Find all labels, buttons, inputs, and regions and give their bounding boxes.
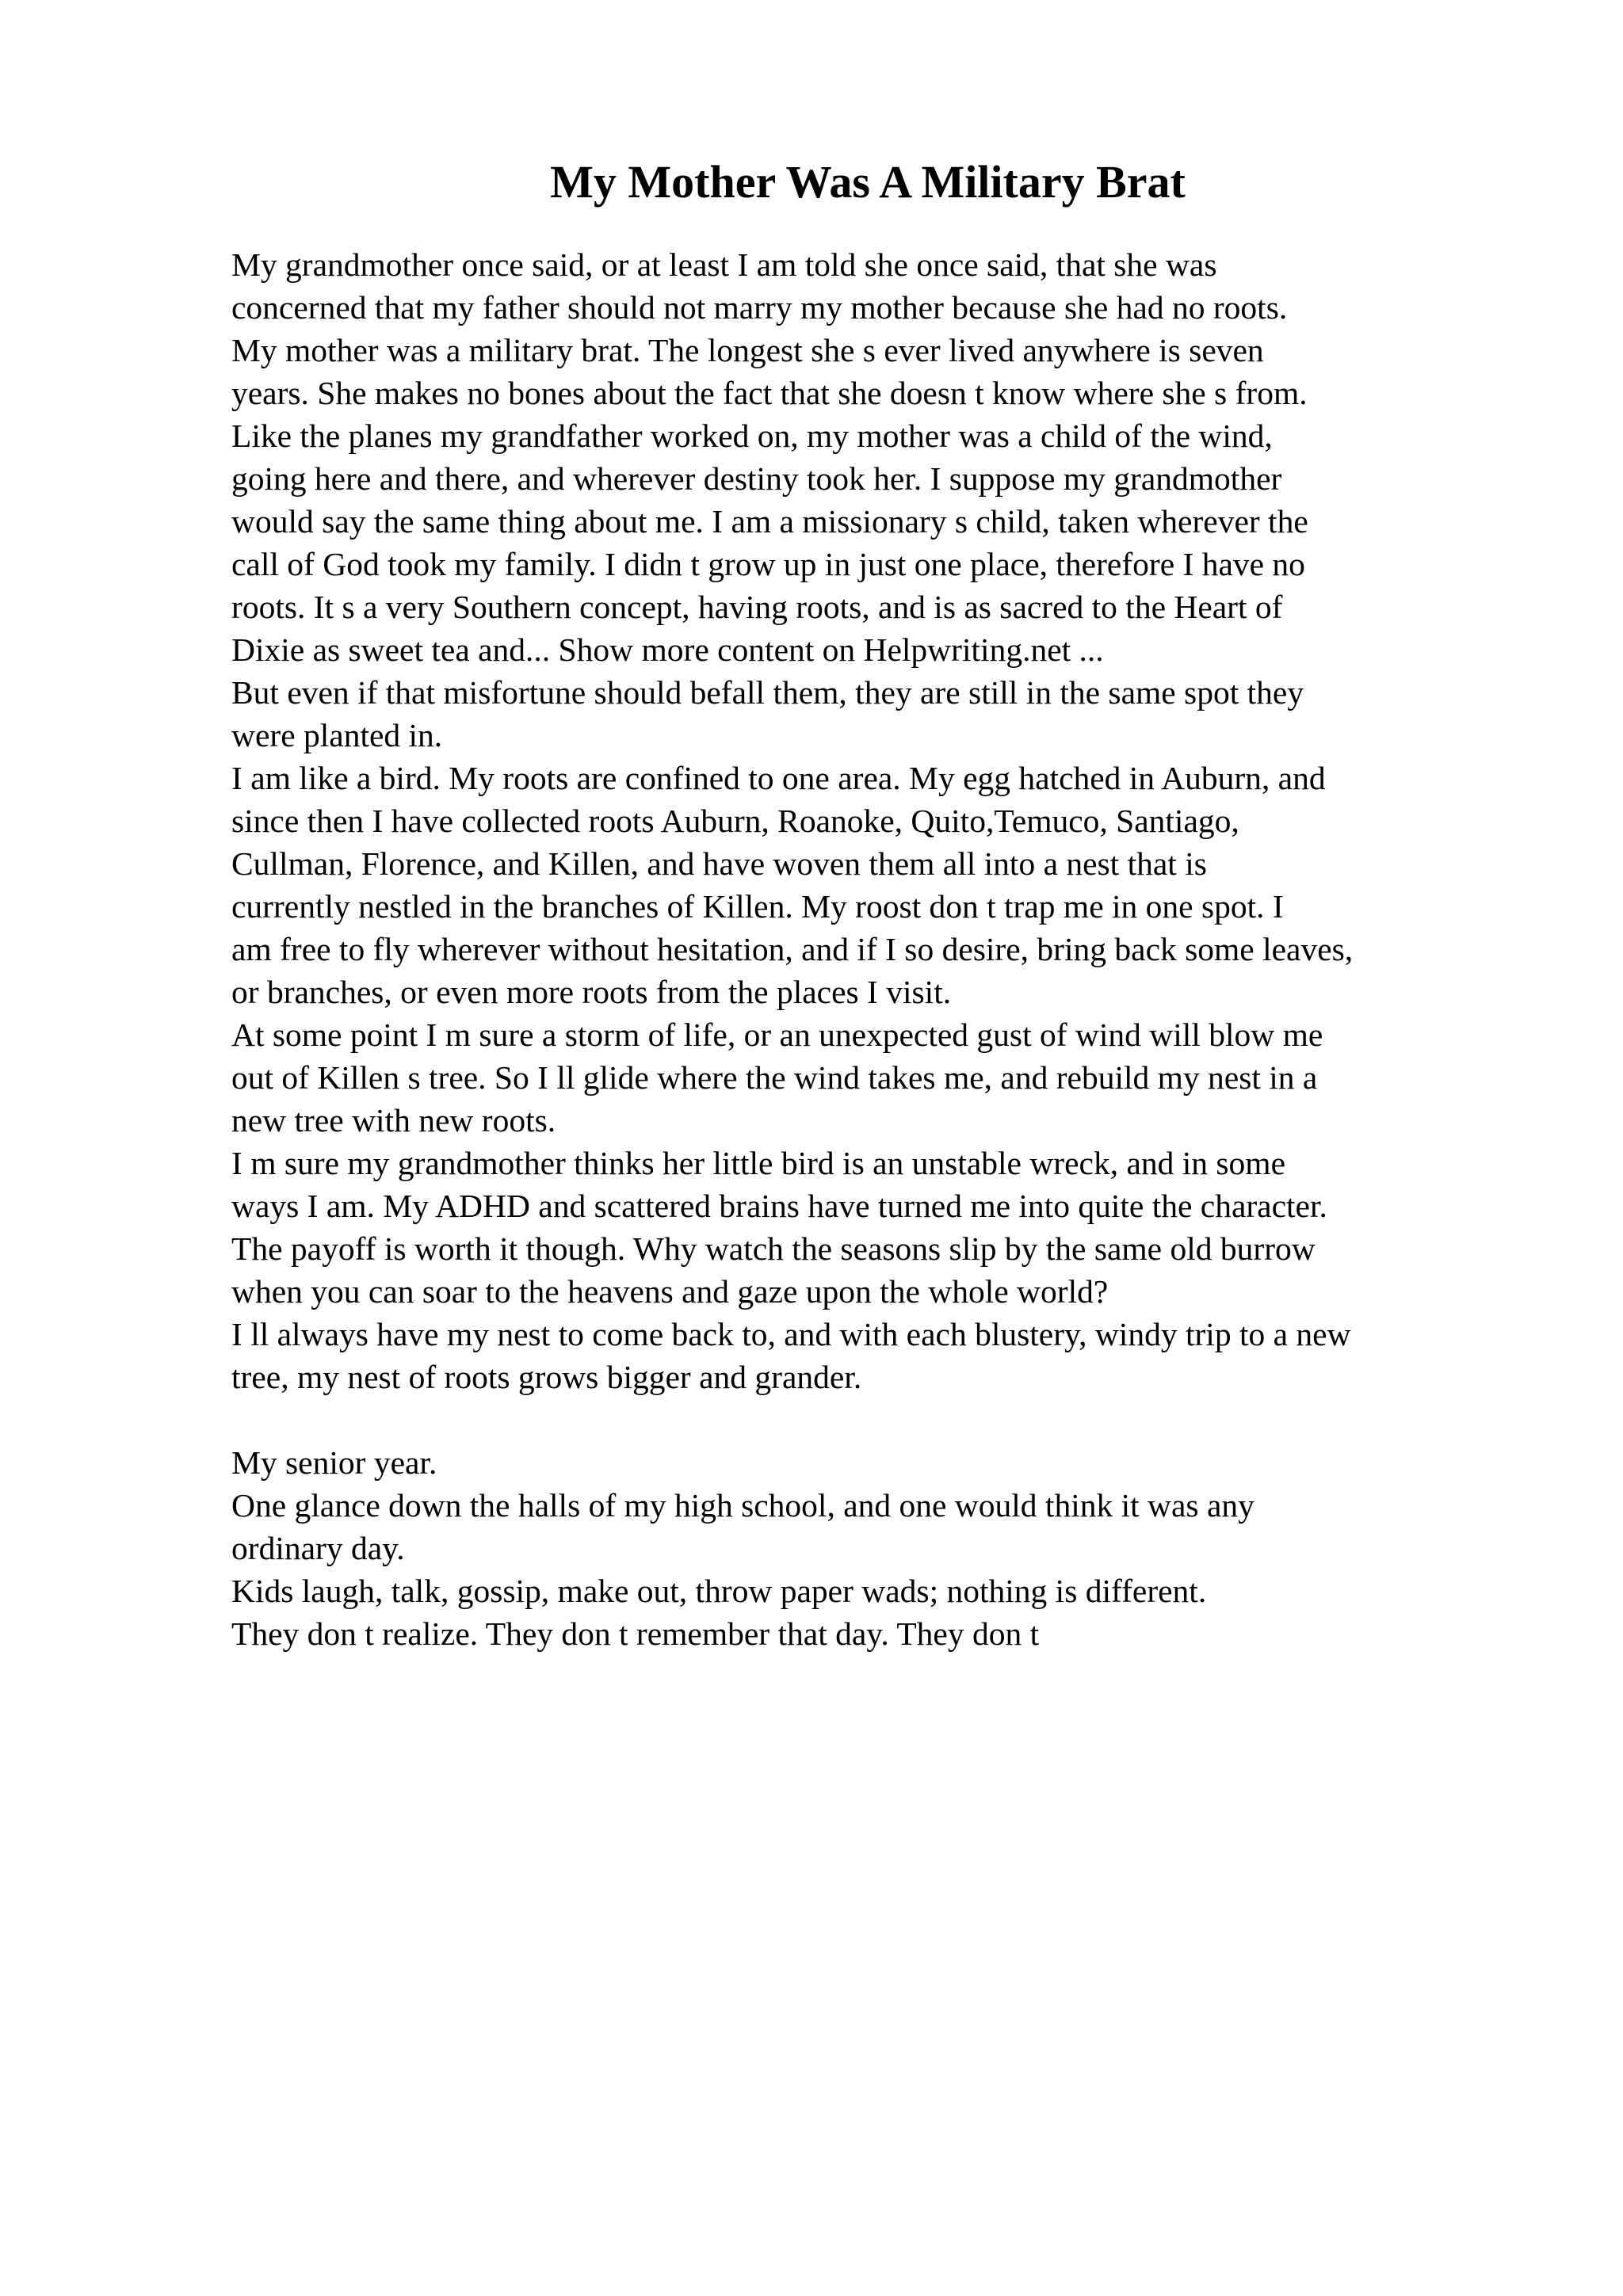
body-line: currently nestled in the branches of Killen. My roost don t trap me in one spot. I bbox=[231, 888, 1284, 925]
body-line: But even if that misfortune should befall them, they are still in the same spot they bbox=[231, 674, 1304, 711]
body-line: ordinary day. bbox=[231, 1530, 405, 1566]
blank-line bbox=[231, 1398, 1515, 1441]
body-line: out of Killen s tree. So I ll glide where the wind takes me, and rebuild my nest in a bbox=[231, 1059, 1318, 1096]
body-line: would say the same thing about me. I am a missionary s child, taken wherever the bbox=[231, 503, 1308, 540]
body-line: years. She makes no bones about the fact that she doesn t know where she s from. bbox=[231, 375, 1308, 411]
body-line: Kids laugh, talk, gossip, make out, throw paper wads; nothing is different. bbox=[231, 1573, 1207, 1609]
body-line: roots. It s a very Southern concept, having roots, and is as sacred to the Heart of bbox=[231, 589, 1283, 625]
body-line: My mother was a military brat. The longest she s ever lived anywhere is seven bbox=[231, 332, 1264, 368]
body-line: or branches, or even more roots from the places I visit. bbox=[231, 974, 952, 1010]
body-line: Dixie as sweet tea and... Show more content on Helpwriting.net ... bbox=[231, 631, 1104, 668]
body-line: I ll always have my nest to come back to, and with each blustery, windy trip to a new bbox=[231, 1316, 1351, 1352]
body-line: since then I have collected roots Auburn, Roanoke, Quito,Temuco, Santiago, bbox=[231, 803, 1239, 839]
body-line: One glance down the halls of my high school, and one would think it was any bbox=[231, 1487, 1254, 1524]
body-line: ways I am. My ADHD and scattered brains have turned me into quite the character. bbox=[231, 1188, 1327, 1224]
body-line: concerned that my father should not marry my mother because she had no roots. bbox=[231, 289, 1288, 326]
body-line: going here and there, and wherever destiny took her. I suppose my grandmother bbox=[231, 460, 1282, 497]
body-line: were planted in. bbox=[231, 717, 443, 753]
body-line: when you can soar to the heavens and gaze upon the whole world? bbox=[231, 1273, 1109, 1310]
body-line: The payoff is worth it though. Why watch the seasons slip by the same old burrow bbox=[231, 1230, 1316, 1267]
body-line: call of God took my family. I didn t grow up in just one place, therefore I have no bbox=[231, 546, 1305, 582]
body-line: am free to fly wherever without hesitation, and if I so desire, bring back some leaves, bbox=[231, 931, 1354, 967]
body-line: They don t realize. They don t remember that day. They don t bbox=[231, 1615, 1040, 1652]
body-line: My grandmother once said, or at least I am told she once said, that she was bbox=[231, 246, 1217, 283]
body-line: Cullman, Florence, and Killen, and have woven them all into a nest that is bbox=[231, 845, 1207, 882]
body-line: tree, my nest of roots grows bigger and grander. bbox=[231, 1359, 862, 1395]
body-line: new tree with new roots. bbox=[231, 1102, 556, 1138]
body-line: At some point I m sure a storm of life, or an unexpected gust of wind will blow me bbox=[231, 1016, 1323, 1053]
body-line: I m sure my grandmother thinks her little bird is an unstable wreck, and in some bbox=[231, 1145, 1286, 1181]
document-body bbox=[231, 243, 1515, 1655]
body-line: I am like a bird. My roots are confined to one area. My egg hatched in Auburn, and bbox=[231, 760, 1326, 796]
body-line: Like the planes my grandfather worked on, my mother was a child of the wind, bbox=[231, 418, 1273, 454]
document-title: My Mother Was A Military Brat bbox=[550, 156, 1186, 208]
body-line: My senior year. bbox=[231, 1444, 437, 1481]
